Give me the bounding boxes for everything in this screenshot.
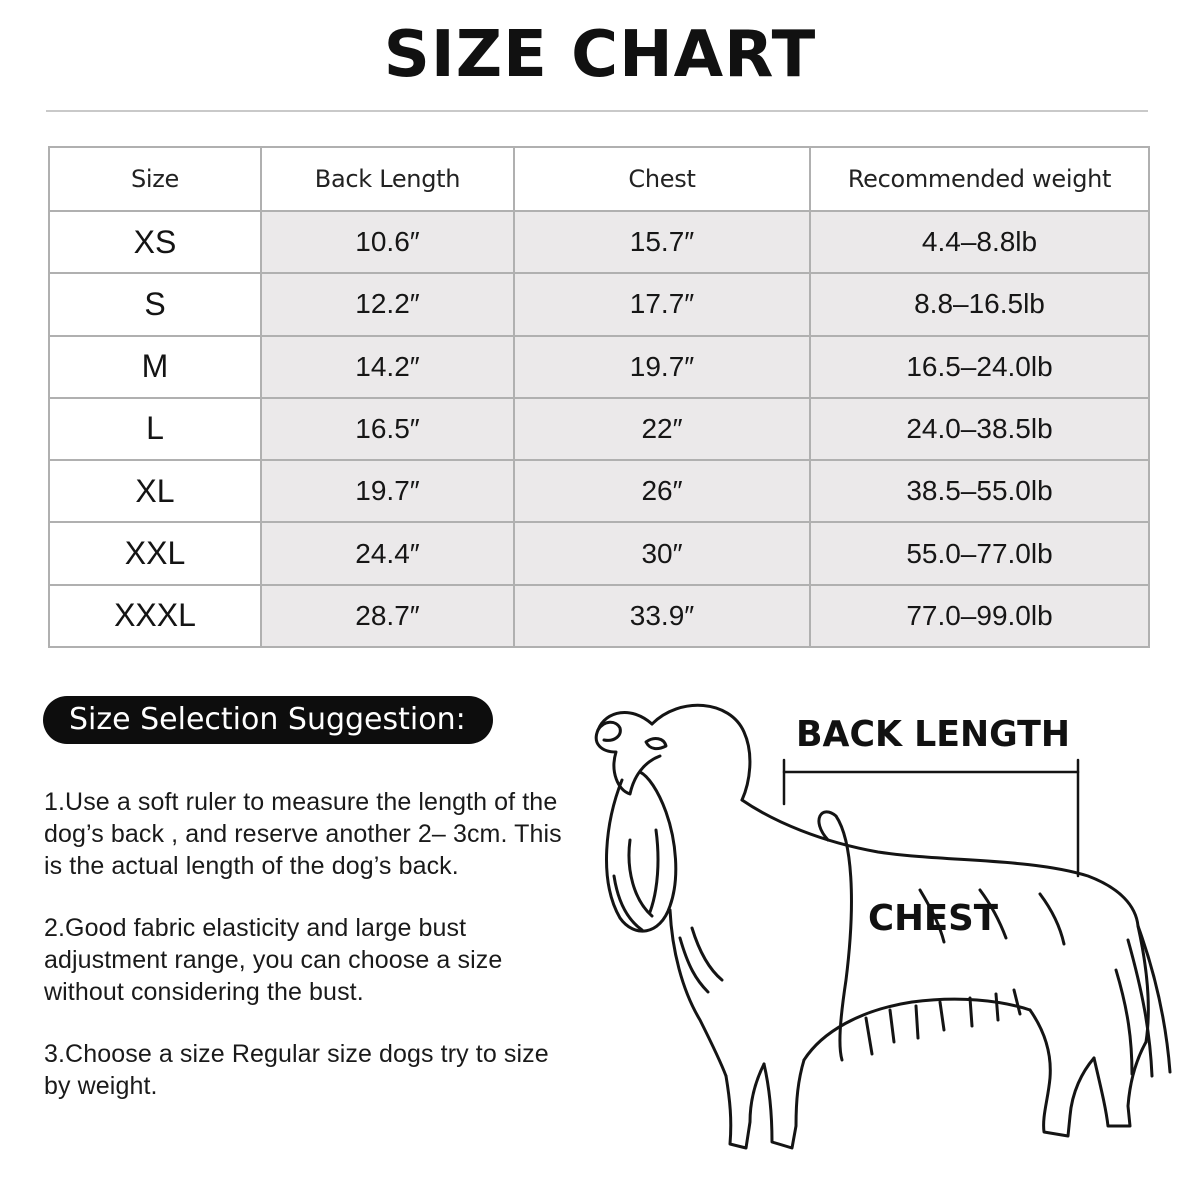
back-length-cell: 14.2″ [261,336,514,398]
weight-cell: 77.0–99.0lb [810,585,1149,647]
weight-cell: 38.5–55.0lb [810,460,1149,522]
chest-cell: 19.7″ [514,336,810,398]
back-length-cell: 19.7″ [261,460,514,522]
table-row [49,336,1149,398]
weight-cell: 55.0–77.0lb [810,522,1149,584]
dog-eye-icon [646,739,666,749]
dog-ear-outline [607,772,676,931]
table-row [49,211,1149,273]
size-cell: XS [49,211,261,273]
column-header-chest: Chest [514,147,810,211]
suggestion-tip-elasticity: 2.Good fabric elasticity and large bust adjustment range, you can choose a size without considering the bust. [44,914,503,1006]
size-suggestion-heading: Size Selection Suggestion: [43,696,493,744]
dog-chest-outline [670,910,726,1076]
title-divider [46,110,1148,112]
chest-cell: 15.7″ [514,211,810,273]
size-cell: XL [49,460,261,522]
back-length-cell: 24.4″ [261,522,514,584]
table-row [49,398,1149,460]
weight-cell: 16.5–24.0lb [810,336,1149,398]
size-cell: S [49,273,261,335]
table-row [49,273,1149,335]
column-header-size: Size [49,147,261,211]
table-row [49,522,1149,584]
suggestion-list [44,786,564,1132]
dog-skull-line [652,705,750,800]
chest-label: CHEST [868,898,999,939]
weight-cell: 8.8–16.5lb [810,273,1149,335]
chest-cell: 26″ [514,460,810,522]
back-length-cell: 10.6″ [261,211,514,273]
size-cell: XXL [49,522,261,584]
size-cell: L [49,398,261,460]
dog-front-leg [726,1064,764,1148]
chest-cell: 30″ [514,522,810,584]
dog-hind-leg [1030,1010,1094,1136]
page-title: SIZE CHART [383,18,817,92]
back-length-label: BACK LENGTH [796,714,1070,755]
weight-cell: 24.0–38.5lb [810,398,1149,460]
table-row [49,585,1149,647]
table-header-row [49,147,1149,211]
size-cell: XXXL [49,585,261,647]
column-header-recommended-weight: Recommended weight [810,147,1149,211]
chest-cell: 22″ [514,398,810,460]
back-length-cell: 12.2″ [261,273,514,335]
size-chart-table [48,146,1150,648]
table-row [49,460,1149,522]
back-length-cell: 28.7″ [261,585,514,647]
weight-cell: 4.4–8.8lb [810,211,1149,273]
chest-cell: 17.7″ [514,273,810,335]
dog-measurement-illustration [560,680,1200,1180]
suggestion-tip-weight: 3.Choose a size Regular size dogs try to size by weight. [44,1040,549,1100]
suggestion-tip-measure: 1.Use a soft ruler to measure the length of the dog’s back , and reserve another 2– 3cm. This is the actual length of the dog’s back. [44,788,562,880]
back-length-cell: 16.5″ [261,398,514,460]
column-header-back-length: Back Length [261,147,514,211]
dog-nose-icon [598,722,620,740]
size-cell: M [49,336,261,398]
chest-cell: 33.9″ [514,585,810,647]
